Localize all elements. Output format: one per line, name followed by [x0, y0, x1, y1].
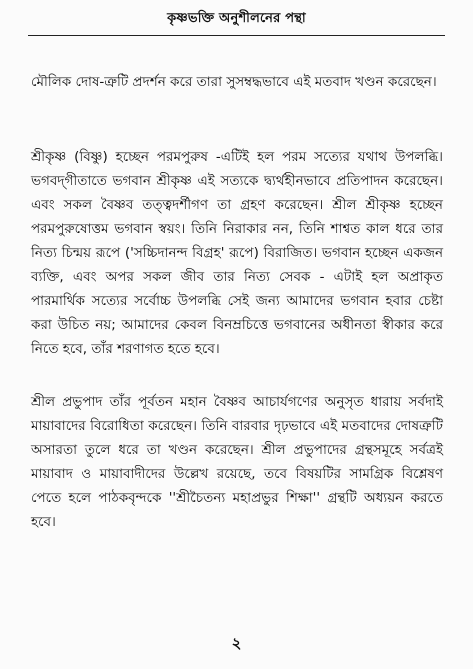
running-header [28, 6, 445, 36]
header-title: কৃষ্ণভক্তি অনুশীলনের পন্থা [167, 11, 306, 26]
paragraph-1: মৌলিক দোষ-ত্রুটি প্রদর্শন করে তারা সুসম্বদ্ধভাবে এই মতবাদ খণ্ডন করেছেন। [31, 74, 437, 90]
paragraph-3: শ্রীল প্রভুপাদ তাঁর পূর্বতন মহান বৈষ্ণব আচার্যগণের অনুসৃত ধারায় সর্বদাই মায়াবাদের বিরোধিতা করেছেন। তিনি বারবার দৃঢ়ভাবে এই মতবাদের দোষত্রুটি অসারতা তুলে ধরে তা খণ্ডন করেছেন। শ্রীল প্রভুপাদের গ্রন্থসমূহে সর্বত্রই মায়াবাদ ও মায়াবাদীদের উল্লেখ রয়েছে, তবে বিষয়টির সামগ্রিক বিশ্লেষণ পেতে হলে পাঠকবৃন্দকে ''শ্রীচৈতন্য মহাপ্রভুর শিক্ষা'' গ্রন্থটি অধ্যয়ন করতে হবে। [31, 394, 443, 530]
paragraph-2: শ্রীকৃষ্ণ (বিষ্ণু) হচ্ছেন পরমপুরুষ -এটিই হল পরম সত্যের যথাথ উপলব্ধি। ভগবদ্‌গীতাতে ভগবান শ্রীকৃষ্ণ এই সত্যকে দ্ব্যর্থহীনভাবে প্রতিপাদন করেছেন। এবং সকল বৈষ্ণব তত্ত্বদর্শীগণ তা গ্রহণ করেছেন। শ্রীল শ্রীকৃষ্ণ হচ্ছেন পরমপুরুষোত্তম ভগবান স্বয়ং। তিনি নিরাকার নন, তিনি শাশ্বত কাল ধরে তার নিত্য চিন্ময় রূপে ('সচ্চিদানন্দ বিগ্রহ' রূপে) বিরাজিত। ভগবান হচ্ছেন একজন ব্যক্তি, এবং অপর সকল জীব তার নিত্য সেবক - এটাই হল অপ্রাকৃত পারমার্থিক সত্যের সর্বোচ্চ উপলব্ধি সেই জন্য আমাদের ভগবান হবার চেষ্টা করা উচিত নয়; আমাদের কেবল বিনম্রচিত্তে ভগবানের অধীনতা স্বীকার করে নিতে হবে, তাঁর শরণাগত হতে হবে। [31, 149, 443, 357]
page-number: ২ [231, 634, 242, 652]
